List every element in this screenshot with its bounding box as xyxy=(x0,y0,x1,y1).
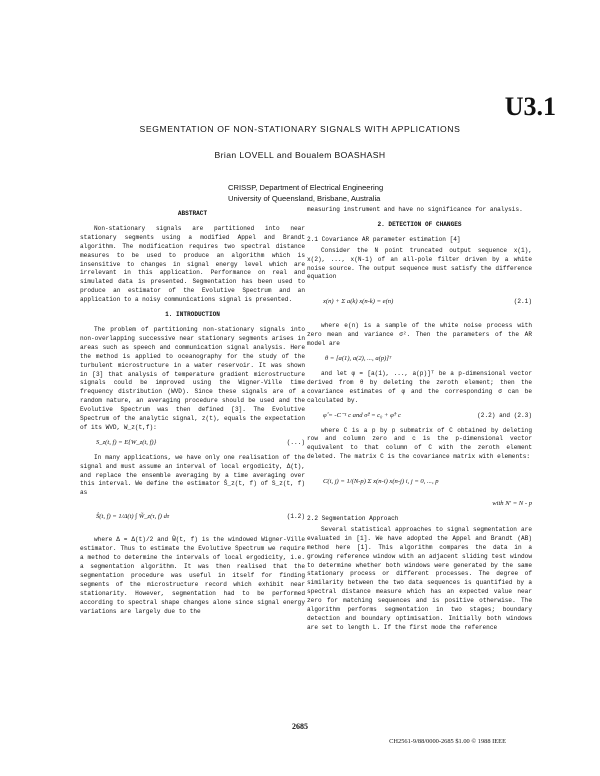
equation-2 xyxy=(80,504,305,530)
noise-paragraph: where e(n) is a sample of the white noise process with zero mean and variance σ². Then the parameters of the AR model are xyxy=(307,322,532,348)
abstract-heading: ABSTRACT xyxy=(177,210,208,217)
equation-2-2-body: φ̂ = -C⁻¹ c and σ̂² = c₀ + φ̂ᵀ c xyxy=(323,411,401,419)
paper-authors: Brian LOVELL and Boualem BOASHASH xyxy=(214,150,386,160)
intro-paragraph-1: The problem of partitioning non-stationary signals into non-overlapping successive near stationary segments arises in areas such as speech and communication signal analysis. Here the method is applied to oceanography for the study of the turbulent microstructure in a water reservoir. It was shown in [3] that analysis of temperature gradient microstructure signals could be improved using the Wigner-Ville time frequency distribution (WVD). Since these signals are of a random nature, an averaging procedure should be used and the Evolutive Spectrum was then defined [3]. The Evolutive Spectrum of the analytic signal, z(t), equals the expectation of its WVD, W_z(t,f): xyxy=(80,325,305,431)
equation-covariance-body: C(i, j) = 1/(N-p) Σ x(n-i) x(n-j) i, j = 0, ..., p xyxy=(323,477,439,485)
equation-theta: θ = [a(1), a(2), ..., a(p)]ᵀ xyxy=(325,355,392,363)
affiliation-line-1: CRISSP, Department of Electrical Engineering xyxy=(228,183,384,192)
affiliation xyxy=(228,182,383,204)
equation-2-number: (1.2) xyxy=(286,512,305,520)
right-column xyxy=(307,206,532,639)
affiliation-line-2: University of Queensland, Brisbane, Australia xyxy=(228,194,381,203)
equation-2-1 xyxy=(307,288,532,316)
session-code: U3.1 xyxy=(504,92,556,121)
ar-paragraph: Consider the N point truncated output sequence x(1), x(2), ..., x(N-1) of an all-pole filter driven by a white noise source. The output sequence must satisfy the difference equation xyxy=(307,246,532,281)
equation-2-1-number: (2.1) xyxy=(513,297,532,305)
intro-paragraph-3: where Δ = Δ(t)/2 and W̃(t, f) is the windowed Wigner-Ville estimator. Thus to estimate the Evolutive Spectrum we require a method to determine the intervals of local ergodicity, i.e. a segmentation algorithm. It was then realised that the segmentation procedure was useful in itself for finding segments of the microstructure record which exhibit near stationarity. However, segmentation had to be performed according to spectral shape changes alone since signal energy variations are largely due to the xyxy=(80,536,305,615)
equation-1 xyxy=(80,439,305,448)
equation-2-body: Ŝ(t, f) = 1/Δ(t) ∫ W̃_z(τ, f) dτ xyxy=(96,512,170,520)
intro-heading: 1. INTRODUCTION xyxy=(165,311,220,319)
covariance-paragraph: where C is a p by p submatrix of C obtained by deleting row and column zero and c is the p-dimensional vector equivalent to that column of C with the zeroth element deleted. The matrix C is the covariance matrix with elements: xyxy=(307,426,532,461)
section-2-heading: 2. DETECTION OF CHANGES xyxy=(377,220,462,228)
equation-covariance xyxy=(307,468,532,496)
segmentation-paragraph: Several statistical approaches to signal segmentation are evaluated in [1]. We have adopted the Appel and Brandt (AB) method here [1]. This algorithm compares the data in a growing reference window with an adjacent sliding test window to determine whether both windows were generated by the same stationary process or different processes. The degree of similarity between the two data sequences is quantified by a spectral distance measure which has an expected value near zero for matching sequences and is positive otherwise. The algorithm performs segmentation in two stages; boundary detection and boundary optimisation. Initially both windows are set to length L. If the first mode the reference xyxy=(307,525,532,631)
subsection-2-2-heading: 2.2 Segmentation Approach xyxy=(307,515,399,523)
subsection-2-1-heading: 2.1 Covariance AR parameter estimation [4] xyxy=(307,235,461,243)
left-column xyxy=(80,206,305,622)
equation-2-1-body: x(n) + Σ a(k) x(n-k) = e(n) xyxy=(323,297,394,305)
equation-2-2-number: (2.2) and (2.3) xyxy=(477,411,532,419)
page-number: 2685 xyxy=(292,722,308,731)
paper-title: SEGMENTATION OF NON-STATIONARY SIGNALS WITH APPLICATIONS xyxy=(139,124,461,134)
equation-2-2 xyxy=(307,412,532,421)
equation-1-number: (...) xyxy=(286,438,305,446)
equation-covariance-note: with N' = N - p xyxy=(492,500,532,508)
continuation-text: measuring instrument and have no significance for analysis. xyxy=(307,206,523,213)
intro-paragraph-2: In many applications, we have only one realisation of the signal and must assume an interval of local ergodicity, Δ(t), and replace the ensemble averaging by a time averaging over this interval. We define the estimator Ŝ_z(t, f) of S_z(t, f) as xyxy=(80,453,305,497)
equation-1-body: S_z(t, f) = E{W_z(t, f)} xyxy=(96,438,157,446)
abstract-text: Non-stationary signals are partitioned into near stationary segments using a modified Appel and Brandt algorithm. The modification requires two spectral distance measures to be used to produce an algorithm which is insensitive to changes in signal energy level which are irrelevant in this application. Performance on real and simulated data is presented. Segmentation has been used to produce an estimator of the Evolutive Spectrum and an application to a noisy communications signal is presented. xyxy=(80,224,305,304)
copyright-line: CH2561-9/88/0000-2685 $1.00 © 1988 IEEE xyxy=(389,738,506,745)
phi-paragraph: and let φ = [a(1), ..., a(p)]ᵀ be a p-dimensional vector derived from θ by deleting the zeroth element; then the covariance estimates of φ and the corresponding σ can be calculated by. xyxy=(307,369,532,404)
